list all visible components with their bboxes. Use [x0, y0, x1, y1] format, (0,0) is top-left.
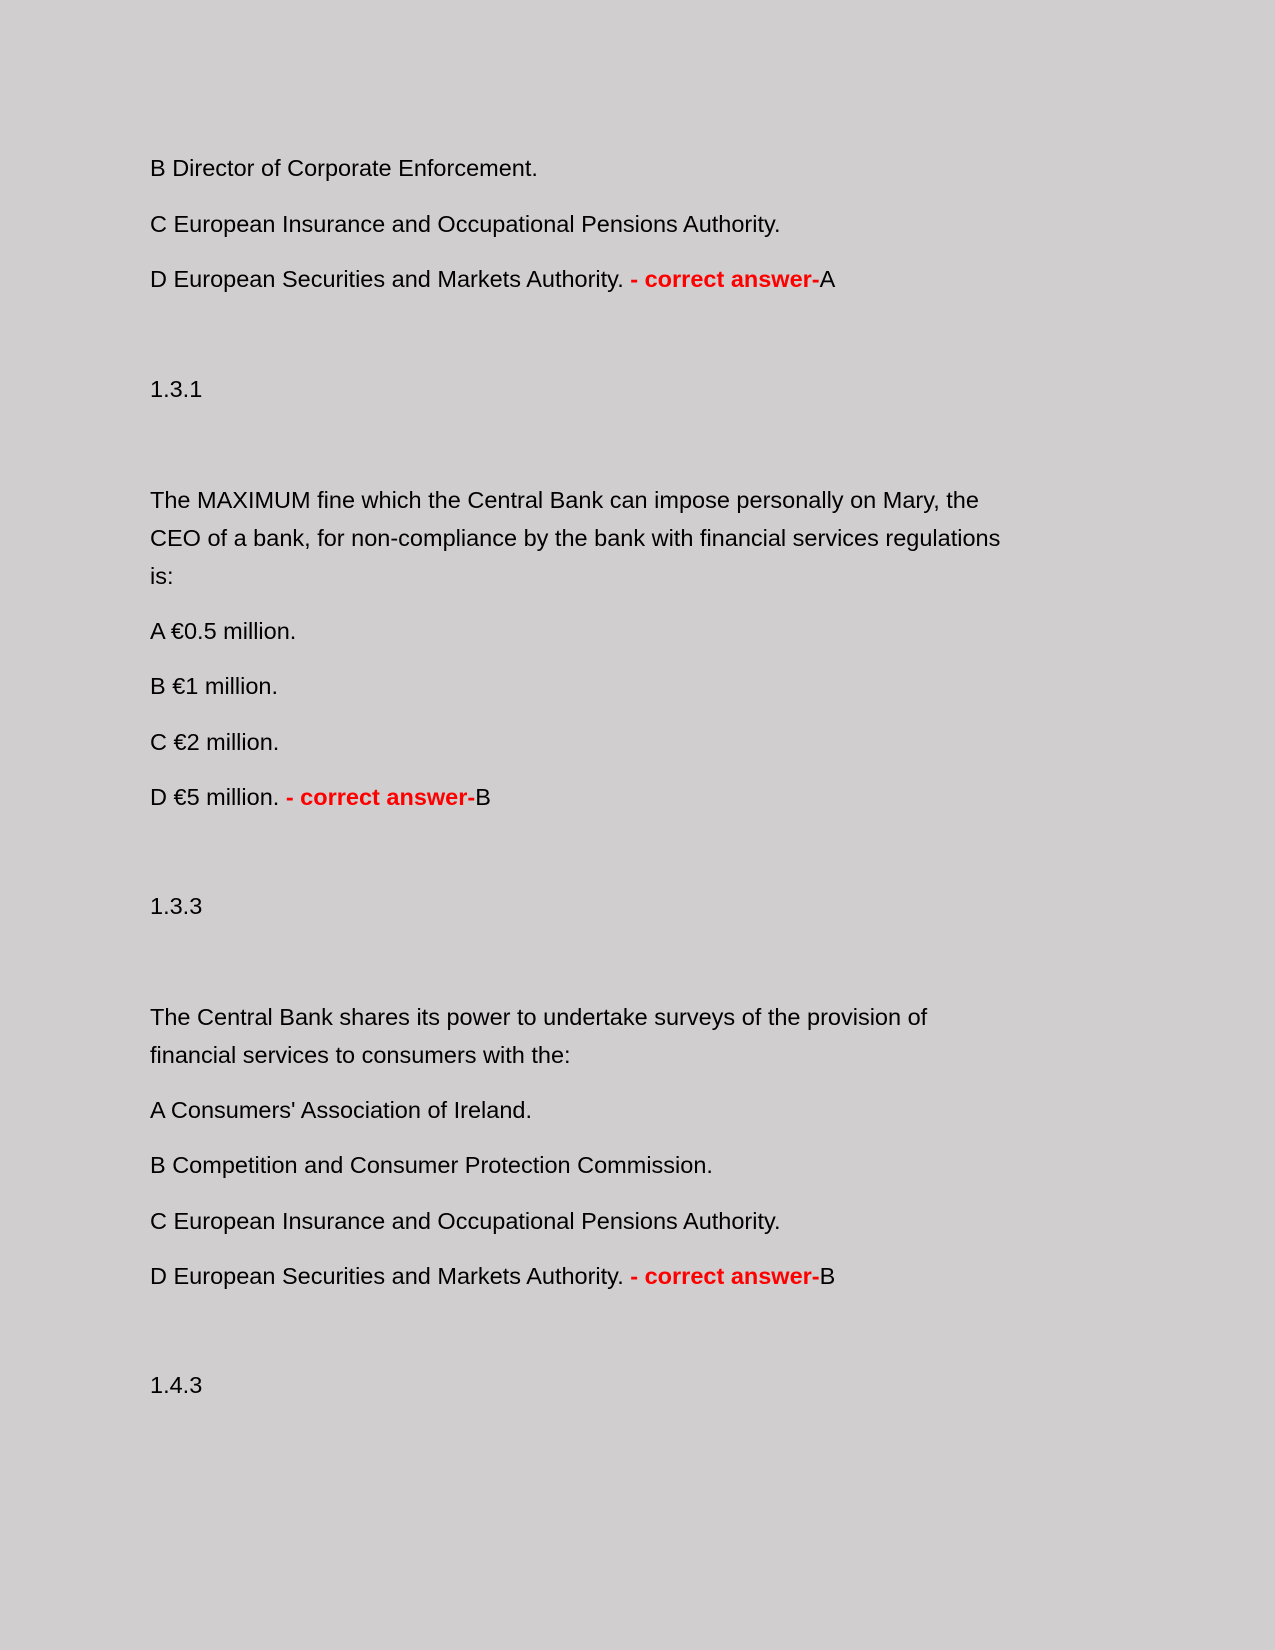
option-text: D €5 million. — [150, 784, 280, 810]
question-text-line: financial services to consumers with the: — [150, 1042, 571, 1068]
option-b: B Competition and Consumer Protection Commission. — [150, 1152, 713, 1178]
option-b: B Director of Corporate Enforcement. — [150, 155, 538, 181]
option-c: C €2 million. — [150, 729, 280, 755]
question-text-line: CEO of a bank, for non-compliance by the bank with financial services regulations — [150, 525, 1001, 551]
correct-answer-marker: - correct answer- — [630, 266, 820, 292]
question-id: 1.3.1 — [150, 376, 203, 402]
correct-answer: B — [819, 1263, 836, 1289]
correct-answer-marker: - correct answer- — [630, 1263, 820, 1289]
option-a: A €0.5 million. — [150, 618, 297, 644]
question-id: 1.3.3 — [150, 893, 203, 919]
option-c: C European Insurance and Occupational Pensions Authority. — [150, 211, 781, 237]
option-b: B €1 million. — [150, 673, 278, 699]
option-d — [150, 783, 491, 811]
option-c: C European Insurance and Occupational Pensions Authority. — [150, 1208, 781, 1234]
option-text: D European Securities and Markets Authority. — [150, 266, 624, 292]
question-text-line: The Central Bank shares its power to undertake surveys of the provision of — [150, 1004, 928, 1030]
question-text-line: The MAXIMUM fine which the Central Bank can impose personally on Mary, the — [150, 487, 979, 513]
question-id: 1.4.3 — [150, 1372, 203, 1398]
option-d — [150, 265, 835, 293]
correct-answer-marker: - correct answer- — [285, 784, 476, 810]
question-text-line: is: — [150, 563, 174, 589]
option-text: D European Securities and Markets Authority. — [150, 1263, 624, 1289]
correct-answer: B — [475, 784, 491, 810]
option-d — [150, 1262, 835, 1290]
correct-answer: A — [819, 266, 836, 292]
option-a: A Consumers' Association of Ireland. — [150, 1097, 532, 1123]
